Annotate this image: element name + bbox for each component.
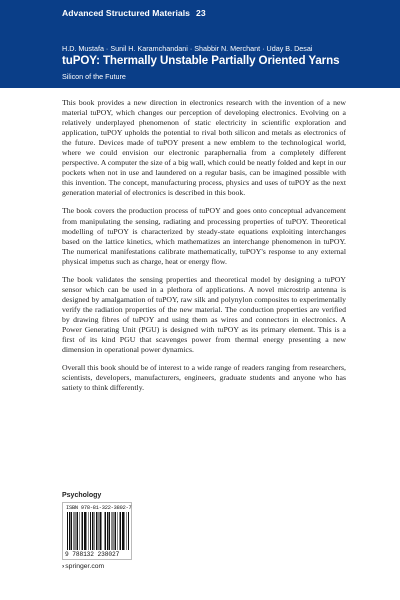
right-arrow-icon: › <box>62 563 65 570</box>
blurb-paragraph: This book provides a new direction in electronics research with the invention of a new material tuPOY, which changes our perception of developing electronics. Evolving on a relatively underplayed phenomenon of static electricity in scientific exploration and application, tuPOY upholds the potential to rival both silicon and metals as electronics of the future. Devices made of tuPOY present a new emblem to the technological world, where we could envision our electronic paraphernalia from a completely different perspective. A computer the size of a big wall, which could be neatly folded and kept in our pockets when not in use and laundered on a regular basis, can be imagined possible with this invention. The concept, manufacturing process, physics and uses of tuPOY as the next generation material of electronics is described in this book. <box>62 98 346 198</box>
isbn-barcode <box>62 502 132 560</box>
isbn-text: ISBN 978-81-322-3802-7 <box>66 505 132 511</box>
header-band <box>0 0 400 88</box>
book-title: tuPOY: Thermally Unstable Partially Oriented Yarns <box>62 54 340 67</box>
book-subtitle: Silicon of the Future <box>62 72 126 81</box>
barcode-digits: 9 788132 238027 <box>65 551 120 558</box>
series-name: Advanced Structured Materials <box>62 8 191 18</box>
series-number: 23 <box>196 8 206 18</box>
publisher-url-line <box>62 563 104 570</box>
category-label: Psychology <box>62 492 102 499</box>
series-line <box>62 8 206 18</box>
authors: H.D. Mustafa · Sunil H. Karamchandani · Shabbir N. Merchant · Uday B. Desai <box>62 44 313 53</box>
blurb <box>62 98 346 401</box>
publisher-url: springer.com <box>65 563 105 570</box>
blurb-paragraph: The book covers the production process of tuPOY and goes onto conceptual advancement from manipulating the sensing, radiating and processing properties of tuPOY. Theoretical modelling of tuPOY is characterized by steady-state equations exploiting interchanges based on the lattice kinetics, which mathematizes an interchange phenomenon in tuPOY. The numerical manifestations calibrate mathematically, tuPOY's response to any external physical impetus such as charge, heat or energy flow. <box>62 206 346 266</box>
barcode-bars <box>67 512 129 550</box>
blurb-paragraph: Overall this book should be of interest to a wide range of readers ranging from researchers, scientists, developers, manufacturers, engineers, graduate students and anyone who has satiety to think differently. <box>62 363 346 393</box>
blurb-paragraph: The book validates the sensing properties and theoretical model by designing a tuPOY sensor which can be used in a plethora of applications. A novel microstrip antenna is designed by amalgamation of tuPOY, raw silk and polynylon composites to experimentally verify the radiation properties of the new material. The conduction properties are verified by drawing fibres of tuPOY and using them as wires and connectors in electronics. A Power Generating Unit (PGU) is designed with tuPOY as its primary element. This is a first of its kind PGU that scavenges power from thermal energy presenting a new dimension in operational power dynamics. <box>62 274 346 355</box>
